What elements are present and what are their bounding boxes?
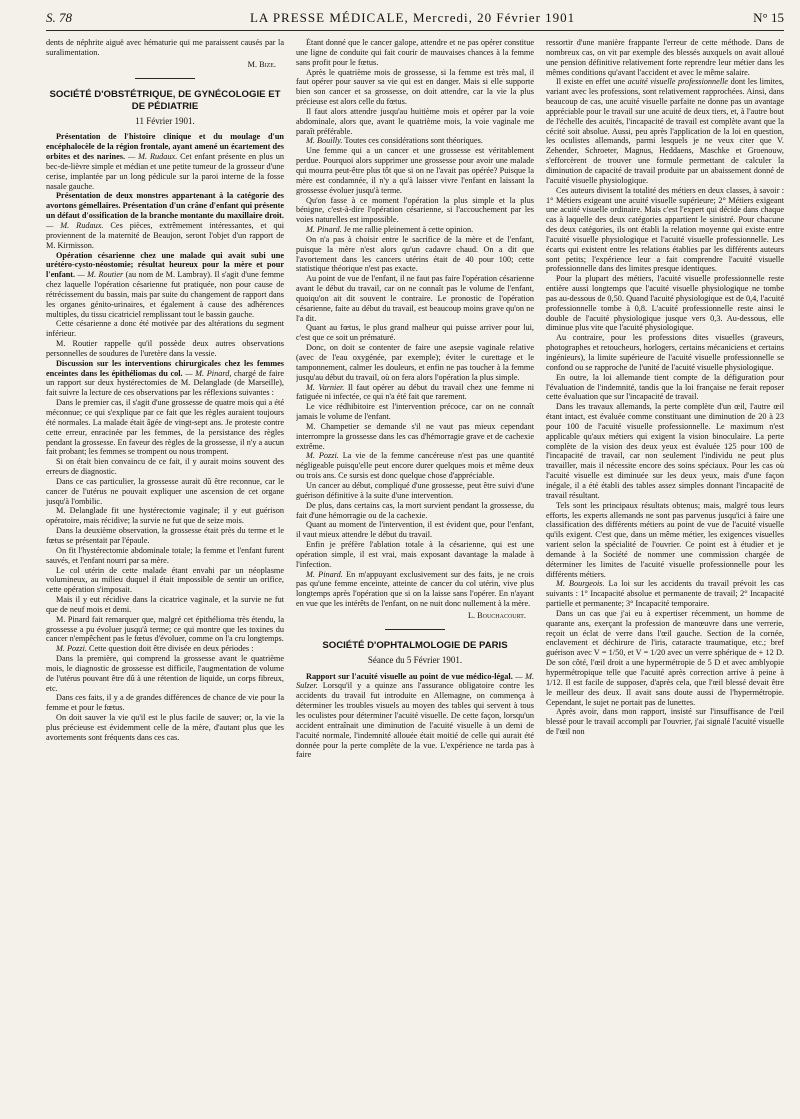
column-3 [546, 38, 784, 1113]
paper-title: Présentation de deux monstres appartenant à la catégorie des avortons gémellaires. Présentation d'un crâne d'enfant qui présente un défaut d'ossification de la branche montante du maxillaire droit. [46, 191, 284, 221]
paragraph: Après avoir, dans mon rapport, insisté sur l'insuffisance de l'œil blessé pour le travail accompli par l'ouvrier, j'ai signalé l'acuité visuelle de l'œil non [546, 707, 784, 737]
author: M. Pinard. [306, 225, 342, 235]
paragraph [296, 570, 534, 609]
paragraph: Ces auteurs divisent la totalité des métiers en deux classes, à savoir : 1° Métiers exigeant une acuité visuelle supérieure; 2° Métiers exigeant une acuité visuelle ordinaire. Mais c'est l'expert qui décide dans chaque cas à laquelle des deux catégories appartient le sinistré. Pour chacune des deux catégories, ils ont établi la relation moyenne qui existe entre l'acuité visuelle physiologique et l'acuité visuelle professionnelle. Les écarts qui existent entre les relations établies par les différents auteurs sont petits; l'expérience leur a fait comprendre l'acuité visuelle professionnelle dans des limites presque identiques. [546, 185, 784, 274]
paragraph: Au point de vue de l'enfant, il ne faut pas faire l'opération césarienne avant le début du travail, car on ne connaît pas le volume de l'enfant, quoiqu'on ait dit souvent le contraire. Le pronostic de l'opération césarienne, faite au début du travail, est beaucoup moins grave qu'on ne l'a dit. [296, 274, 534, 323]
column-2 [296, 38, 534, 1113]
paragraph-text: En m'appuyant exclusivement sur des faits, je ne crois pas qu'une femme enceinte, atteinte de cancer du col utérin, vive plus longtemps après l'opération que si on la laisse sans l'opérer. En n'ayant en vue que les intérêts de l'enfant, on ne nuit donc nullement à la mère. [296, 569, 534, 609]
paragraph: M. Routier rappelle qu'il possède deux autres observations personnelles de soudures de l'uretère dans la vessie. [46, 339, 284, 358]
paragraph [296, 451, 534, 481]
paragraph: Étant donné que le cancer galope, attendre et ne pas opérer constitue une ligne de conduite qui fait courir de mauvaises chances à la femme sans profit pour le fœtus. [296, 38, 534, 67]
paragraph-text: Toutes ces considérations sont théoriques. [342, 136, 483, 146]
paragraph-text: Je me rallie pleinement à cette opinion. [341, 225, 474, 235]
signature: M. Bize. [247, 59, 276, 69]
section-date: 11 Février 1901. [135, 115, 195, 126]
paragraph: M. Delanglade fit une hystérectomie vaginale; il y eut guérison opératoire, mais récidive; la survie ne fut que de seize mois. [46, 506, 284, 526]
author: M. Varnier. [306, 382, 345, 392]
paragraph: Dans la deuxième observation, la grossesse était près du terme et le fœtus se présentait par l'épaule. [46, 526, 284, 545]
paragraph-text: Cette question doit être divisée en deux périodes : [86, 644, 254, 654]
column-1 [46, 38, 284, 1113]
paragraph-text: Il faut opérer au début du travail chez une femme ni fatiguée ni infectée, ce qui n'a été fait que rarement. [296, 382, 534, 402]
paragraph: De plus, dans certains cas, la mort survient pendant la grossesse, du fait d'une hémorragie ou de la cachexie. [296, 500, 534, 520]
paragraph: Mais il y eut récidive dans la cicatrice vaginale, et la survie ne fut que de neuf mois et demi. [46, 595, 284, 614]
paragraph: Au contraire, pour les professions dites visuelles (graveurs, photographes et retoucheurs, horlogers, certains mécaniciens et certains ingénieurs), la limite supérieure de l'acuité visuelle professionnelle se confond ou se rapproche de l'unité de l'acuité visuelle physiologique. [546, 333, 784, 372]
section-title: SOCIÉTÉ D'OPHTALMOLOGIE DE PARIS [322, 639, 508, 651]
author: — M. Rudaux. [46, 220, 104, 230]
paragraph: Dans ce cas particulier, la grossesse aurait dû être reconnue, car le cancer de l'utérus ne pouvait expliquer une ascension de cet organe jusqu'à l'ombilic. [46, 476, 284, 506]
author: — M. Pinard, [185, 368, 232, 378]
paragraph: Le col utérin de cette malade étant envahi par un néoplasme volumineux, au milieu duquel il était impossible de sentir un orifice, cette opération s'imposait. [46, 565, 284, 595]
paragraph [546, 579, 784, 609]
paragraph-text: Il existe en effet une [556, 77, 628, 87]
paragraph [46, 359, 284, 398]
paragraph: On n'a pas à choisir entre le sacrifice de la mère et de l'enfant, puisque la mère n'est alors qu'un cadavre chaud. On a dit que l'avortement dans les cancers utérins était de 40 pour 100; cette statistique théorique n'est pas exacte. [296, 234, 534, 274]
paragraph [296, 672, 534, 761]
author: — M. Sulzer. [296, 671, 534, 691]
paragraph: Cette césarienne a donc été motivée par des altérations du segment inférieur. [46, 319, 284, 339]
paragraph: Dans le premier cas, il s'agit d'une grossesse de quatre mois qui a été méconnue; ce qui s'explique par ce fait que les règles auraient toujours été normales. La malade était âgée de vingt-sept ans. Je proteste contre cette erreur, enracinée par les femmes, de la persistance des règles pendant la grossesse. En faveur des règles de la grossesse, il n'y a aucun fait probant; les femmes se trompent ou nous trompent. [46, 398, 284, 457]
paragraph-text: La vie de la femme cancéreuse n'est pas une quantité négligeable puisqu'elle peut encore durer quelques mois et même deux ou trois ans. Ce sursis est donc quelque chose d'appréciable. [296, 451, 534, 481]
paragraph: M. Champetier se demande s'il ne vaut pas mieux cependant interrompre la grossesse dans les cas d'hémorragie grave et de cachexie extrême. [296, 421, 534, 451]
paragraph: ressortir d'une manière frappante l'erreur de cette méthode. Dans de nombreux cas, on vit par exemple des blessés auxquels on avait alloué une pension définitive relativement forte reprendre leur métier dans les mêmes conditions qu'avant l'accident et avec le même salaire. [546, 38, 784, 77]
paragraph: dents de néphrite aiguë avec hématurie qui me paraissent causés par la suralimentation. [46, 38, 284, 57]
paragraph: Dans ces faits, il y a de grandes différences de chance de vie pour la femme et pour le fœtus. [46, 693, 284, 713]
paragraph-text: chargé de faire un rapport sur deux hystérectomies de M. Delanglade (de Marseille), fait suivre la lecture de ces observations par les réflexions suivantes : [46, 368, 284, 398]
paragraph [296, 225, 534, 235]
paper-title: Discussion sur les interventions chirurgicales chez les femmes enceintes dans les épithéliomas du col. [46, 358, 284, 378]
author: M. Bourgeois. [556, 579, 605, 589]
paragraph-text: (au nom de M. Lambray). Il s'agit d'une femme chez laquelle l'opération césarienne fut pratiquée, non pour cause de rétrécissement du bassin, mais par suite du changement de rapport dans les organes génito-urinaires, et également à cause des adhérences multiples, du tissu cicatriciel remplissant tout le bassin gauche. [46, 270, 284, 319]
paragraph [46, 644, 284, 654]
paragraph: Qu'on fasse à ce moment l'opération la plus simple et la plus bénigne, c'est-à-dire l'opération césarienne, si l'accouchement par les voies naturelles est impossible. [296, 195, 534, 225]
paragraph: Quant au moment de l'intervention, il est évident que, pour l'enfant, il vaut mieux attendre le début du travail. [296, 520, 534, 540]
separator-rule [385, 629, 445, 630]
section-date: Séance du 5 Février 1901. [367, 654, 463, 665]
paragraph: Un cancer au début, compliqué d'une grossesse, peut être suivi d'une guérison définitive à la suite d'une intervention. [296, 480, 534, 500]
article-columns [46, 38, 784, 1113]
paragraph: Après le quatrième mois de grossesse, si la femme est très mal, il faut opérer pour sauver sa vie qui est en danger. Mais si elle supporte bien son cancer et sa grossesse, on doit attendre, car la vie la plus précieuse est alors celle du fœtus. [296, 67, 534, 107]
paragraph-text: La loi sur les accidents du travail prévoit les cas suivants : 1° Incapacité absolue et permanente de travail; 2° Incapacité partielle et permanente; 3° Incapacité temporaire. [546, 579, 784, 609]
paper-title: Rapport sur l'acuité visuelle au point de vue médico-légal. [306, 671, 513, 681]
signature: L. Bouchacourt. [467, 610, 526, 620]
paragraph [46, 251, 284, 320]
author: M. Pinard. [306, 569, 343, 579]
paragraph: Dans la première, qui comprend la grossesse avant le quatrième mois, le diagnostic de grossesse est difficile, l'augmentation de volume de l'utérus pouvant être dû à une rétention de liquide, un corps fibreux, etc. [46, 654, 284, 693]
paragraph: Le vice rédhibitoire est l'intervention précoce, car on ne connaît jamais le volume de l'enfant. [296, 402, 534, 422]
separator-rule [135, 78, 195, 79]
paragraph: Quant au fœtus, le plus grand malheur qui puisse arriver pour lui, c'est que ce soit un prématuré. [296, 323, 534, 343]
paragraph: Dans les travaux allemands, la perte complète d'un œil, l'autre œil étant intact, est évaluée comme constituant une diminution de 20 à 23 pour 100 de l'acuité visuelle professionnelle. Le maximum n'est applicable qu'aux métiers qui exigent la vision binoculaire. La perte complète de la vision des deux yeux est évaluée 125 pour 100 de l'incapacité de travail, car non seulement l'individu ne peut plus travailler, mais il nécessite encore des soins spéciaux. Pour les cas où l'acuité visuelle est diminuée sur les deux yeux, mais d'une façon inégale, il a été établi des tables assez simples donnant l'incapacité de travail résultant. [546, 402, 784, 500]
section-title: SOCIÉTÉ D'OBSTÉTRIQUE, DE GYNÉCOLOGIE ET DE PÉDIATRIE [49, 88, 281, 112]
paragraph: Pour la plupart des métiers, l'acuité visuelle professionnelle reste entière aussi longtemps que l'acuité visuelle physiologique ne tombe pas au-dessous de 0,50. Quand l'acuité physiologique est de 0,4, l'acuité professionnelle tombe à 0,8. L'acuité professionnelle reste ainsi le double de l'acuité physiologique jusque vers 0,3. Au-dessous, elle diminue plus vite que l'acuité physiologique. [546, 274, 784, 333]
paper-title: Opération césarienne chez une malade qui avait subi une urétéro-cysto-néostomie; résultat heureux pour la mère et pour l'enfant. [46, 250, 284, 280]
paragraph-text: Cet enfant présente en plus un bec-de-lièvre simple et médian et une petite tumeur de la grosseur d'une cerise, implantée par un long pédicule sur la paroi interne de la fosse nasale gauche. [46, 152, 284, 191]
masthead-title: LA PRESSE MÉDICALE, Mercredi, 20 Février 1901 [249, 10, 576, 25]
author: M. Pozzi. [56, 644, 87, 654]
paragraph: Enfin je préfère l'ablation totale à la césarienne, qui est une opération simple, il est vrai, mais exposant davantage la malade à l'infection. [296, 540, 534, 569]
paragraph: En outre, la loi allemande tient compte de la défiguration pour l'évaluation de l'indemnité, tandis que la loi française ne ferait reposer cette évaluation que sur l'incapacité de travail. [546, 372, 784, 402]
paragraph: On doit sauver la vie qu'il est le plus facile de sauver; or, la vie la plus précieuse est évidemment celle de la mère, d'autant plus que les avortements sont fréquents dans ces cas. [46, 713, 284, 742]
emphasized-term: acuité visuelle professionnelle [627, 77, 729, 87]
paragraph-text: Lorsqu'il y a quinze ans l'assurance obligatoire contre les accidents du travail fut introduite en Allemagne, on commença à déterminer les troubles visuels au moyen des tables qui servent à tous les oculistes pour déterminer l'acuité visuelle. De cette façon, lorsqu'un accident entraînait une diminution de l'acuité visuelle à un demi de l'acuité normale, l'indemnité allouée était moitié de celle qui aurait été donnée pour la perte complète de la vue. L'expérience ne tarda pas à faire [296, 681, 534, 760]
paragraph [46, 132, 284, 191]
paragraph: Il faut alors attendre jusqu'au huitième mois et opérer par la voie abdominale, alors que, avant le quatrième mois, la voie vaginale me paraît préférable. [296, 106, 534, 136]
author: M. Pozzi. [306, 451, 339, 461]
author: — M. Routier [77, 270, 124, 280]
author: M. Bouilly. [306, 136, 343, 146]
author: — M. Rudaux. [127, 152, 178, 162]
paragraph: M. Pinard fait remarquer que, malgré cet épithélioma très étendu, la grossesse a pu évoluer jusqu'à terme; ce qui montre que les toxines du cancer n'empêchent pas le fœtus d'évoluer, comme on l'a cru longtemps. [46, 614, 284, 644]
page-number: S. 78 [46, 10, 72, 25]
paragraph: Dans un cas que j'ai eu à expertiser récemment, un homme de quarante ans, exerçant la profession de manœuvre dans une verrerie, reçoit un éclat de verre dans l'œil gauche. Section de la cornée, enclavement et déchirure de l'iris, cataracte traumatique, etc.; bref guérison avec V = 1/50, et V = 1/20 avec un verre sphérique de + 12 D. De son côté, l'œil droit a une hypermétropie de 5 D et avec amblyopie hypermétropique telle que l'acuité après correction arrive à peine à 1/12. Il est facile de supposer, d'après cela, que l'œil blessé devait être le meilleur des deux. Il avait sans doute aussi de l'hypermétropie. Cependant, le sujet ne portait pas de lunettes. [546, 608, 784, 707]
paragraph [296, 136, 534, 146]
paragraph: Une femme qui a un cancer et une grossesse est véritablement perdue. Pourquoi alors supprimer une grossesse pour avoir une malade qui mourra peut-être plus tôt que si on ne l'avait pas opérée? Puisque la mère est condamnée, il n'y a qu'à laisser vivre l'enfant en laissant la grossesse évoluer jusqu'à terme. [296, 146, 534, 195]
paragraph: Tels sont les principaux résultats obtenus; mais, malgré tous leurs efforts, les experts allemands ne sont pas parvenus jusqu'ici à faire une classification des différents métiers au point de vue de l'acuité visuelle qu'ils exigent. C'est que, dans un même métier, les exigences visuelles varient selon la spécialité de l'ouvrier. Ce point est à étudier et je demande à la Société de nommer une commission chargée de déterminer les limites de l'acuité visuelle professionnelle pour les différents métiers. [546, 500, 784, 579]
page-header [46, 6, 784, 31]
paragraph [546, 77, 784, 185]
paragraph [296, 383, 534, 403]
paragraph: On fit l'hystérectomie abdominale totale; la femme et l'enfant furent sauvés, et l'enfant nourri par sa mère. [46, 545, 284, 565]
issue-number: N° 15 [753, 10, 784, 25]
paragraph-text: dont les limites, variant avec les professions, sont relativement rapprochées. Ainsi, dans beaucoup de cas, une acuité visuelle parfaite ne donne pas un avantage appréciable pour le travail sur une acuité de deux tiers, et, à l'autre bout de l'échelle des acuités, l'incapacité de travail est complète avant que la cécité soit absolue. Aussi, peu après l'application de la loi en question, les oculistes allemands, parmi lesquels je ne veux citer que V. Zehender, Schroeter, Magnus, Heddaens, Maschke et Groenouw, s'efforcèrent de trouver une formule permettant de calculer la diminution de capacité de travail produite par un abaissement donné de l'acuité visuelle physiologique. [546, 77, 784, 185]
paragraph: Donc, on doit se contenter de faire une asepsie vaginale relative (avec de l'eau oxygénée, par exemple); éviter le curettage et le tamponnement, calmer les douleurs, et enfin ne pas toucher à la femme jusqu'au début du travail, où on fera alors l'opération la plus simple. [296, 343, 534, 382]
paper-title: Présentation de l'histoire clinique et du moulage d'un encéphalocèle de la région frontale, ayant amené un écartement des orbites et des narines. [46, 132, 284, 162]
paragraph: Si on était bien convaincu de ce fait, il y aurait moins souvent des erreurs de diagnostic. [46, 457, 284, 477]
paragraph-text: Ces pièces, extrêmement intéressantes, et qui proviennent de la maternité de Beaujon, seront l'objet d'un rapport de M. Kirmisson. [46, 220, 284, 250]
paragraph [46, 191, 284, 250]
